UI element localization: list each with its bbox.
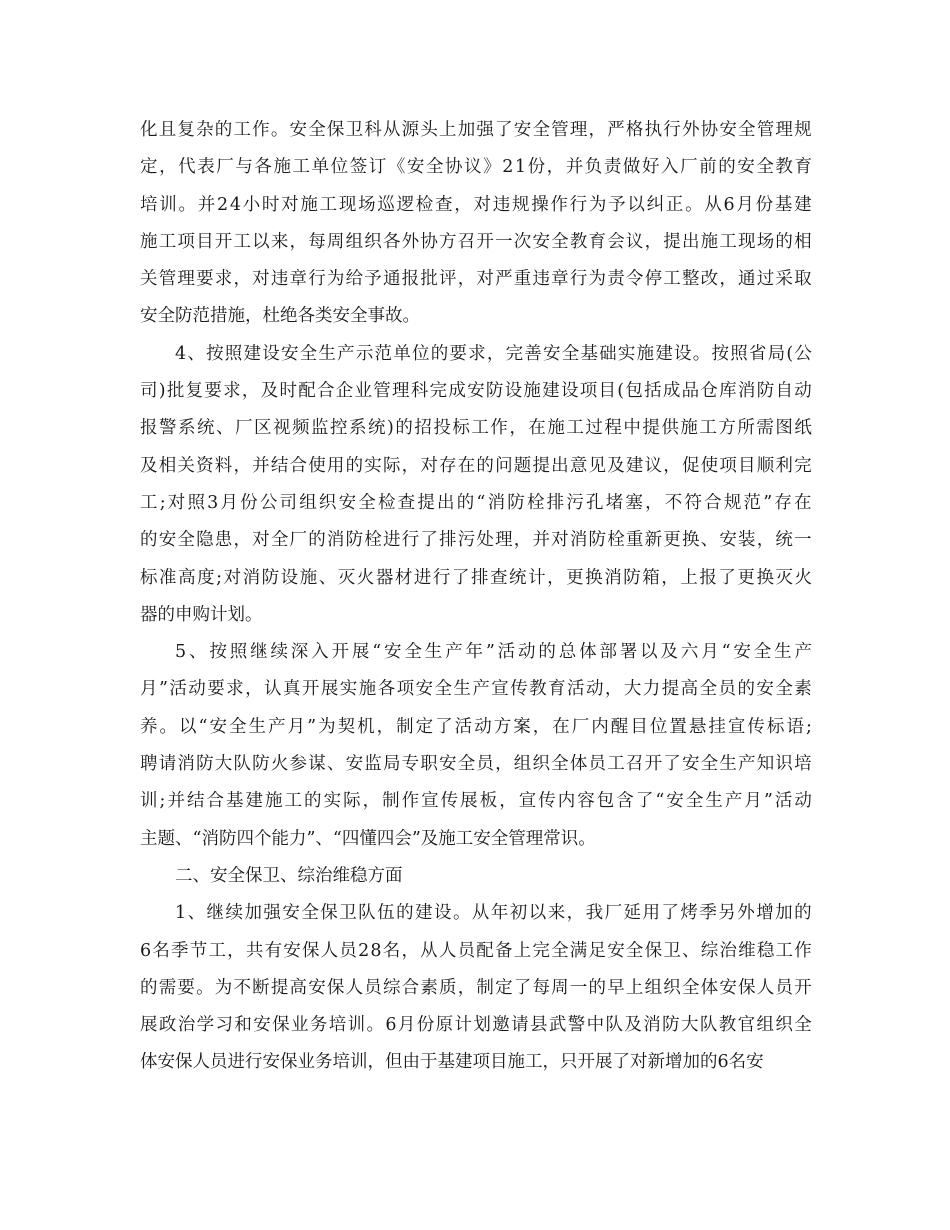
text-line: 施 工 项 目 开 工 以 来 ， 每 周 组 织 各 外 协 方 召 开 一 次 安 全 教 育 会 议 ， 提 出 施 工 现 场 的 相 [140, 231, 812, 252]
text-line: 二、安全保卫、综治维稳方面 [175, 865, 403, 886]
text-line: 训 ; 并 结 合 基 建 施 工 的 实 际 ， 制 作 宣 传 展 板 ， 宣 传 内 容 包 含 了 “ 安 全 生 产 月 ” 活 动 [140, 791, 812, 812]
text-line: 安全防范措施，杜绝各类安全事故。 [140, 306, 420, 327]
text-line: 展 政 治 学 习 和 安 保 业 务 培 训 。 6 月 份 原 计 划 邀 请 县 武 警 中 队 及 消 防 大 队 教 官 组 织 全 [140, 1015, 812, 1036]
text-line: 报 警 系 统 、 厂 区 视 频 监 控 系 统 ) 的 招 投 标 工 作 ， 在 施 工 过 程 中 提 供 施 工 方 所 需 图 纸 [140, 418, 812, 439]
paragraph-item-5 [140, 634, 812, 858]
text-line: 定 ， 代 表 厂 与 各 施 工 单 位 签 订 《 安 全 协 议 》 2 1 份 ， 并 负 责 做 好 入 厂 前 的 安 全 教 育 [140, 157, 812, 178]
paragraph-item-4 [140, 336, 812, 634]
text-line: 的 需 要 。 为 不 断 提 高 安 保 人 员 综 合 素 质 ， 制 定 了 每 周 一 的 早 上 组 织 全 体 安 保 人 员 开 [140, 977, 812, 998]
text-line: 养 。 以 “ 安 全 生 产 月 ” 为 契 机 ， 制 定 了 活 动 方 案 ， 在 厂 内 醒 目 位 置 悬 挂 宣 传 标 语 ; [140, 716, 812, 737]
text-line: 器的申购计划。 [140, 604, 263, 625]
text-line: 化 且 复 杂 的 工 作 。 安 全 保 卫 科 从 源 头 上 加 强 了 安 全 管 理 ， 严 格 执 行 外 协 安 全 管 理 规 [140, 120, 812, 140]
text-line: 标 准 高 度 ; 对 消 防 设 施 、 灭 火 器 材 进 行 了 排 查 统 计 ， 更 换 消 防 箱 ， 上 报 了 更 换 灭 火 [140, 567, 812, 588]
paragraph-section-2 [140, 858, 812, 895]
text-line: 关 管 理 要 求 ， 对 违 章 行 为 给 予 通 报 批 评 ， 对 严 重 违 章 行 为 责 令 停 工 整 改 ， 通 过 采 取 [140, 269, 812, 290]
text-line: 4 、 按 照 建 设 安 全 生 产 示 范 单 位 的 要 求 ， 完 善 安 全 基 础 实 施 建 设 。 按 照 省 局 ( 公 [175, 343, 812, 364]
text-line: 的 安 全 隐 患 ， 对 全 厂 的 消 防 栓 进 行 了 排 污 处 理 ， 并 对 消 防 栓 重 新 更 换 、 安 装 ， 统 一 [140, 530, 812, 551]
text-line: 培 训 。 并 2 4 小 时 对 施 工 现 场 巡 逻 检 查 ， 对 违 规 操 作 行 为 予 以 纠 正 。 从 6 月 份 基 建 [140, 194, 812, 215]
document-page [140, 112, 812, 1082]
text-line: 聘 请 消 防 大 队 防 火 参 谋 、 安 监 局 专 职 安 全 员 ， 组 织 全 体 员 工 召 开 了 安 全 生 产 知 识 培 [140, 754, 812, 775]
text-line: 主题、“消防四个能力”、“四懂四会”及施工安全管理常识。 [140, 828, 596, 849]
text-line: 1 、 继 续 加 强 安 全 保 卫 队 伍 的 建 设 。 从 年 初 以 来 ， 我 厂 延 用 了 烤 季 另 外 增 加 的 [175, 903, 812, 924]
text-line: 体安保人员进行安保业务培训，但由于基建项目施工，只开展了对新增加的6名安 [140, 1052, 764, 1073]
text-line: 司 ) 批 复 要 求 ， 及 时 配 合 企 业 管 理 科 完 成 安 防 设 施 建 设 项 目 ( 包 括 成 品 仓 库 消 防 自 动 [140, 381, 812, 402]
text-line: 月 ” 活 动 要 求 ， 认 真 开 展 实 施 各 项 安 全 生 产 宣 传 教 育 活 动 ， 大 力 提 高 全 员 的 安 全 素 [140, 679, 812, 700]
paragraph-item-2-1 [140, 895, 812, 1081]
text-line: 及 相 关 资 料 ， 并 结 合 使 用 的 实 际 ， 对 存 在 的 问 题 提 出 意 见 及 建 议 ， 促 使 项 目 顺 利 完 [140, 455, 812, 476]
text-line: 5 、 按 照 继 续 深 入 开 展 “ 安 全 生 产 年 ” 活 动 的 总 体 部 署 以 及 六 月 “ 安 全 生 产 [175, 642, 812, 663]
text-line: 6 名 季 节 工 ， 共 有 安 保 人 员 2 8 名 ， 从 人 员 配 备 上 完 全 满 足 安 全 保 卫 、 综 治 维 稳 工 作 [140, 940, 812, 961]
paragraph-continuation [140, 112, 812, 336]
text-line: 工 ; 对 照 3 月 份 公 司 组 织 安 全 检 查 提 出 的 “ 消 防 栓 排 污 孔 堵 塞 ， 不 符 合 规 范 ” 存 在 [140, 492, 812, 513]
